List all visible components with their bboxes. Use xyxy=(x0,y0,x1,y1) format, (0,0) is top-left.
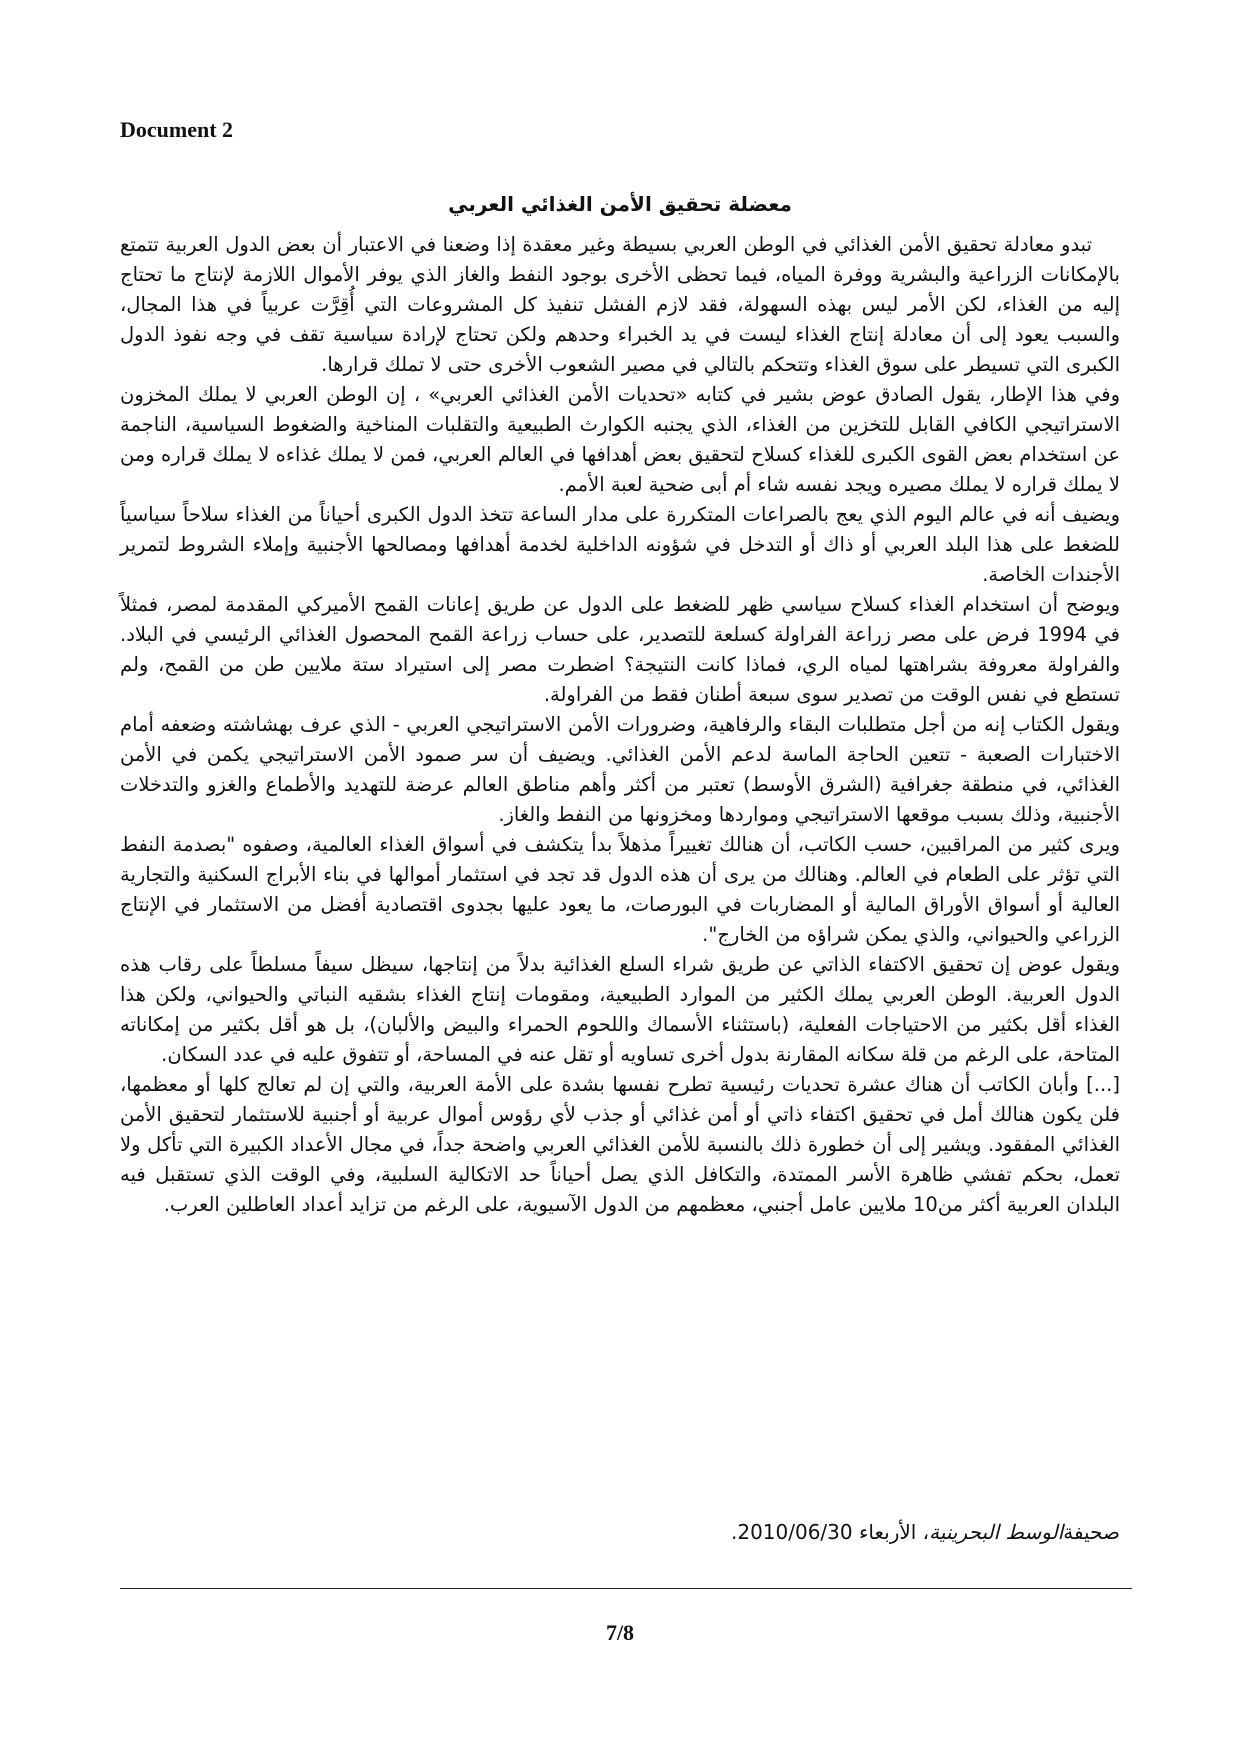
newspaper-name: الوسط البحرينية xyxy=(929,1520,1064,1544)
paragraph-4: ويوضح أن استخدام الغذاء كسلاح سياسي ظهر للضغط على الدول عن طريق إعانات القمح الأميركي المقدمة لمصر، فمثلاً في 1994 فرض على مصر زراعة الفراولة كسلعة للتصدير، على حساب زراعة القمح المحصول الغذائي الرئيسي في البلاد. والفراولة معروفة بشراهتها لمياه الري، فماذا كانت النتيجة؟ اضطرت مصر إلى استيراد ستة ملايين طن من القمح، ولم تستطع في نفس الوقت من تصدير سوى سبعة أطنان فقط من الفراولة. xyxy=(120,593,1120,706)
paragraph-3: ويضيف أنه في عالم اليوم الذي يعج بالصراعات المتكررة على مدار الساعة تتخذ الدول الكبرى أحياناً من الغذاء سلاحاً سياسياً للضغط على هذا البلد العربي أو ذاك أو التدخل في شؤونه الداخلية لخدمة أهدافها ومصالحها الأجنبية وإملاء الشروط لتمرير الأجندات الخاصة. xyxy=(120,503,1120,586)
paragraph-7: ويقول عوض إن تحقيق الاكتفاء الذاتي عن طريق شراء السلع الغذائية بدلاً من إنتاجها، سيظل سيفاً مسلطاً على رقاب هذه الدول العربية. الوطن العربي يملك الكثير من الموارد الطبيعية، ومقومات إنتاج الغذاء بشقيه النباتي والحيواني، ولكن هذا الغذاء أقل بكثير من الاحتياجات الفعلية، (باستثناء الأسماك واللحوم الحمراء والبيض والألبان)، بل هو أقل بكثير من إمكاناته المتاحة، على الرغم من قلة سكانه المقارنة بدول أخرى تساويه أو تقل عنه في المساحة، أو تتفوق عليه في عدد السكان. xyxy=(120,953,1120,1066)
paragraph-8: [...] وأبان الكاتب أن هناك عشرة تحديات رئيسية تطرح نفسها بشدة على الأمة العربية، والتي إن لم تعالج كلها أو معظمها، فلن يكون هنالك أمل في تحقيق اكتفاء ذاتي أو أمن غذائي أو جذب لأي رؤوس أموال عربية أو أجنبية للاستثمار لتحقيق الأمن الغذائي المفقود. ويشير إلى أن خطورة ذلك بالنسبة للأمن الغذائي العربي واضحة جداً، في مجال الأعداد الكبيرة التي تأكل ولا تعمل، بحكم تفشي ظاهرة الأسر الممتدة، والتكافل الذي يصل أحياناً حد الاتكالية السلبية، وفي الوقت الذي تستقبل فيه البلدان العربية أكثر من10 ملايين عامل أجنبي، معظمهم من الدول الآسيوية، على الرغم من تزايد أعداد العاطلين العرب. xyxy=(120,1073,1120,1216)
source-date: ، الأربعاء 2010/06/30. xyxy=(730,1520,930,1544)
paragraph-2: وفي هذا الإطار، يقول الصادق عوض بشير في كتابه «تحديات الأمن الغذائي العربي» ، إن الوطن العربي لا يملك المخزون الاستراتيجي الكافي القابل للتخزين من الغذاء، الذي يجنبه الكوارث الطبيعية والتقلبات المناخية والضغوط السياسية، الناجمة عن استخدام بعض القوى الكبرى للغذاء كسلاح لتحقيق بعض أهدافها في العالم العربي، فمن لا يملك غذاءه لا يملك قراره ومن لا يملك قراره لا يملك مصيره ويجد نفسه شاء أم أبى ضحية لعبة الأمم. xyxy=(120,383,1120,496)
article-body xyxy=(120,230,1120,1220)
document-label: Document 2 xyxy=(120,117,234,142)
page-number: 7/8 xyxy=(605,1620,635,1645)
paragraph-5: ويقول الكتاب إنه من أجل متطلبات البقاء والرفاهية، وضرورات الأمن الاستراتيجي العربي - الذي عرف بهشاشته وضعفه أمام الاختبارات الصعبة - تتعين الحاجة الماسة لدعم الأمن الغذائي. ويضيف أن سر صمود الأمن الاستراتيجي يكمن في الأمن الغذائي، في منطقة جغرافية (الشرق الأوسط) تعتبر من أكثر وأهم مناطق العالم عرضة للتهديد والأطماع والغزو والتدخلات الأجنبية، وذلك بسبب موقعها الاستراتيجي ومواردها ومخزونها من النفط والغاز. xyxy=(120,713,1120,826)
footer-divider xyxy=(120,1588,1132,1589)
source-citation xyxy=(120,1520,1120,1544)
paragraph-1: تبدو معادلة تحقيق الأمن الغذائي في الوطن العربي بسيطة وغير معقدة إذا وضعنا في الاعتبار أن بعض الدول العربية تتمتع بالإمكانات الزراعية والبشرية ووفرة المياه، فيما تحظى الأخرى بوجود النفط والغاز الذي يوفر الأموال اللازمة لإنتاج ما تحتاج إليه من الغذاء، لكن الأمر ليس بهذه السهولة، فقد لازم الفشل تنفيذ كل المشروعات التي أُقِرَّت عربياً في هذا المجال، والسبب يعود إلى أن معادلة إنتاج الغذاء ليست في يد الخبراء وحدهم ولكن تحتاج لإرادة سياسية تقف في وجه نفوذ الدول الكبرى التي تسيطر على سوق الغذاء وتتحكم بالتالي في مصير الشعوب الأخرى حتى لا تملك قرارها. xyxy=(120,233,1120,376)
article-title: معضلة تحقيق الأمن الغذائي العربي xyxy=(448,192,792,216)
source-prefix: صحيفة xyxy=(1063,1520,1120,1544)
paragraph-6: ويرى كثير من المراقبين، حسب الكاتب، أن هنالك تغييراً مذهلاً بدأ يتكشف في أسواق الغذاء العالمية، وصفوه "بصدمة النفط التي تؤثر على الطعام في العالم. وهنالك من يرى أن هذه الدول قد تجد في استثمار أموالها في بناء الأبراج السكنية والتجارية العالية أو أسواق الأوراق المالية أو المضاربات في البورصات، ما يعود عليها بجدوى اقتصادية أفضل من الاستثمار في الإنتاج الزراعي والحيواني، والذي يمكن شراؤه من الخارج". xyxy=(120,833,1120,946)
